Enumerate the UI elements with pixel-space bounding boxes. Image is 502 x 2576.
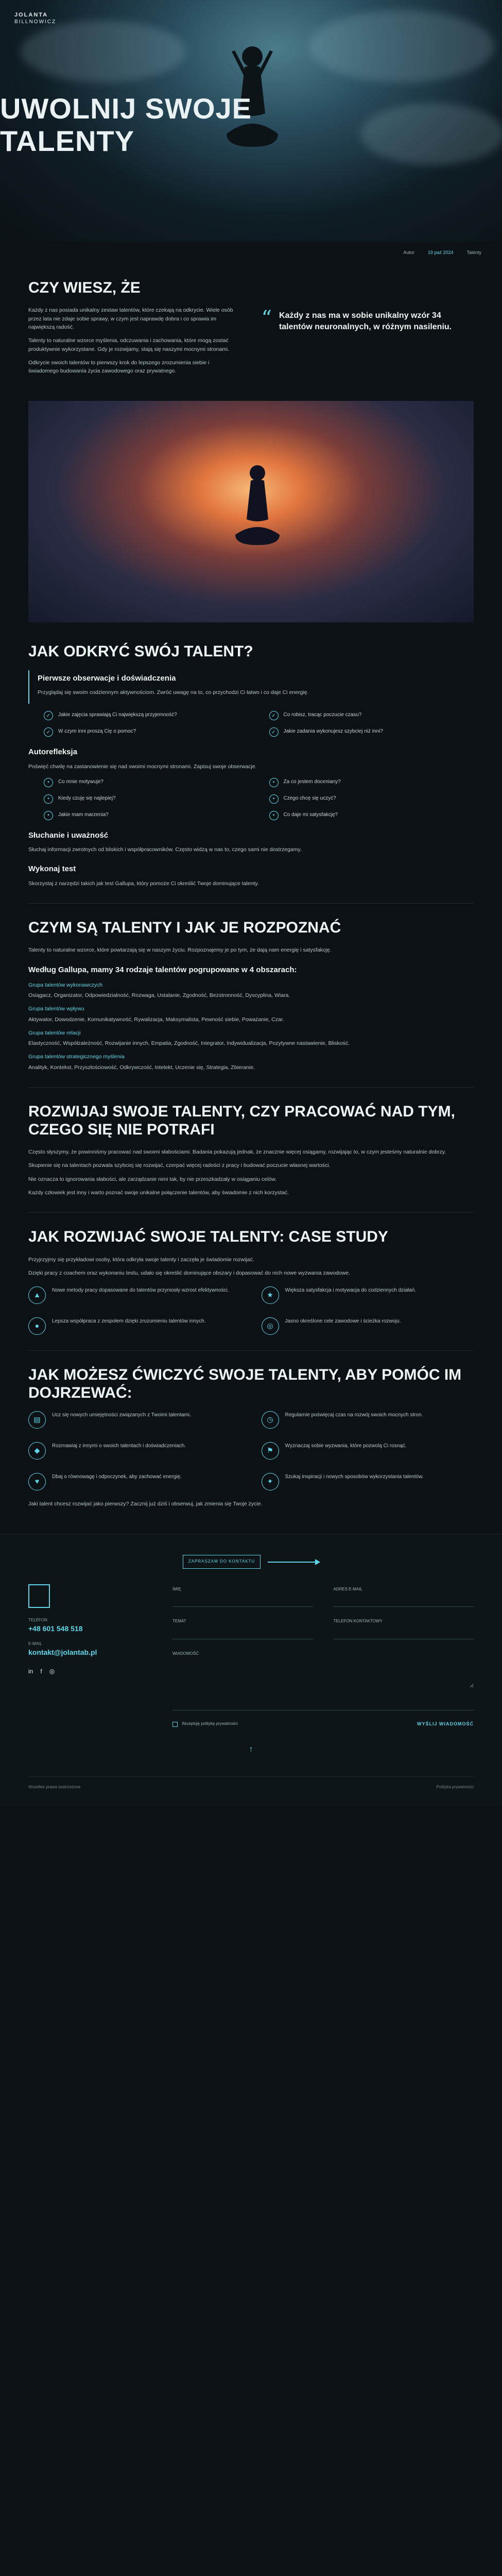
divider bbox=[28, 1087, 474, 1088]
case-card: ★ Większa satysfakcja i motywacja do codziennych działań. bbox=[262, 1286, 474, 1304]
discover-section bbox=[0, 622, 502, 888]
exercise-closing: Jaki talent chcesz rozwijać jako pierwszy? Zacznij już dziś i obserwuj, jak zmienia się Twoje życie. bbox=[28, 1501, 263, 1507]
list-item: • Czego chcę się uczyć? bbox=[269, 794, 474, 804]
divider bbox=[28, 1212, 474, 1213]
flag-icon: ⚑ bbox=[262, 1442, 279, 1460]
phone-label: TELEFON bbox=[28, 1617, 47, 1622]
checkbox-icon[interactable] bbox=[172, 1722, 178, 1727]
divider bbox=[28, 903, 474, 904]
dot-icon: • bbox=[44, 811, 53, 820]
phone-link[interactable]: +48 601 548 518 bbox=[28, 1624, 83, 1633]
develop-section bbox=[0, 1103, 502, 1197]
quote-mark-icon: “ bbox=[261, 306, 272, 330]
chart-icon: ▲ bbox=[28, 1286, 46, 1304]
copyright: Wszelkie prawa zastrzeżone bbox=[28, 1785, 81, 1790]
footer-logo-icon[interactable] bbox=[28, 1584, 50, 1608]
discover-sub4: Wykonaj test bbox=[28, 865, 76, 874]
types-heading: CZYM SĄ TALENTY I JAK JE ROZPOZNAĆ bbox=[28, 919, 341, 936]
facebook-icon[interactable]: f bbox=[40, 1667, 42, 1675]
linkedin-icon[interactable]: in bbox=[28, 1667, 33, 1675]
case-cards bbox=[28, 1286, 474, 1335]
category: Grupa talentów wpływu Aktywator, Dowodzenie, Komunikatywność, Rywalizacja, Maksymalista, Pewność siebie, Poważanie, Czar. bbox=[28, 1006, 284, 1023]
exercise-section bbox=[0, 1366, 502, 1534]
target-icon: ◎ bbox=[262, 1317, 279, 1335]
logo[interactable] bbox=[14, 11, 56, 25]
case-card: ▲ Nowe metody pracy dopasowane do talentów przyniosły wzrost efektywności. bbox=[28, 1286, 241, 1304]
phone-field: TELEFON KONTAKTOWY bbox=[334, 1616, 474, 1639]
exercise-cards bbox=[28, 1411, 474, 1490]
case-heading: JAK ROZWIJAĆ SWOJE TALENTY: CASE STUDY bbox=[28, 1228, 388, 1246]
exercise-card: ⚑ Wyznaczaj sobie wyzwania, które pozwolą Ci rosnąć. bbox=[262, 1442, 474, 1460]
list-item: • Co mnie motywuje? bbox=[44, 778, 249, 787]
list-item: • Za co jestem doceniany? bbox=[269, 778, 474, 787]
subject-field: TEMAT bbox=[172, 1616, 313, 1639]
message-input[interactable] bbox=[172, 1657, 474, 1688]
exercise-card: ◷ Regularnie poświęcaj czas na rozwój swoich mocnych stron. bbox=[262, 1411, 474, 1429]
email-input[interactable] bbox=[334, 1594, 474, 1600]
dot-icon: • bbox=[269, 778, 279, 787]
bulb-icon: ✦ bbox=[262, 1473, 279, 1490]
questions2-list bbox=[28, 778, 474, 820]
check-icon: ✓ bbox=[44, 711, 53, 720]
discover-heading: JAK ODKRYĆ SWÓJ TALENT? bbox=[28, 643, 253, 660]
name-field: IMIĘ bbox=[172, 1584, 313, 1607]
category: Grupa talentów relacji Elastyczność, Współzależność, Rozwijanie innych, Empatia, Zgodność, Integrator, Indywidualizacja, Pozytywne nastawienie, Bliskość. bbox=[28, 1029, 350, 1047]
contact-cta-button[interactable]: ZAPRASZAM DO KONTAKTU bbox=[183, 1555, 261, 1568]
post-date: 19 paź 2024 bbox=[427, 250, 454, 255]
social-links bbox=[28, 1667, 152, 1676]
list-item: ✓ W czym inni proszą Cię o pomoc? bbox=[44, 727, 249, 737]
discover-sub2: Autorefleksja bbox=[28, 748, 78, 757]
list-item: • Jakie mam marzenia? bbox=[44, 811, 249, 820]
dot-icon: • bbox=[269, 794, 279, 804]
footer bbox=[0, 1534, 502, 1806]
category: Grupa talentów strategicznego myślenia Analityk, Kontekst, Przyszłościowość, Odkrywczość, Intelekt, Uczenie się, Strategia, Zbieranie. bbox=[28, 1054, 255, 1071]
intro-p1: Każdy z nas posiada unikalny zestaw talentów, które czekają na odkrycie. Wiele osób przez lata nie zdaje sobie sprawy, w czym jest naprawdę dobra i co sprawia im największą radość. bbox=[28, 307, 233, 330]
quote-text: Każdy z nas ma w sobie unikalny wzór 34 talentów neuronalnych, w różnym nasileniu. bbox=[279, 311, 452, 331]
exercise-card: ♥ Dbaj o równowagę i odpoczynek, aby zachować energię. bbox=[28, 1473, 241, 1490]
case-card: ● Lepsza współpraca z zespołem dzięki zrozumieniu talentów innych. bbox=[28, 1317, 241, 1335]
consent-checkbox[interactable]: Akceptuję politykę prywatności bbox=[172, 1721, 238, 1727]
email-link[interactable]: kontakt@jolantab.pl bbox=[28, 1648, 97, 1657]
meditating-figure-sunset bbox=[229, 457, 286, 561]
people-icon: ● bbox=[28, 1317, 46, 1335]
intro-p2: Talenty to naturalne wzorce myślenia, odczuwania i zachowania, które mogą zostać produktywnie wykorzystane. Gdy je rozwijamy, stają się naszymi mocnymi stronami. bbox=[28, 337, 230, 352]
arrow-right-icon bbox=[268, 1562, 319, 1563]
case-card: ◎ Jasno określone cele zawodowe i ścieżka rozwoju. bbox=[262, 1317, 474, 1335]
post-category[interactable]: Talenty bbox=[466, 250, 481, 255]
types-section bbox=[0, 919, 502, 1072]
exercise-heading: JAK MOŻESZ ĆWICZYĆ SWOJE TALENTY, ABY POMÓC IM DOJRZEWAĆ: bbox=[28, 1366, 462, 1401]
dot-icon: • bbox=[269, 811, 279, 820]
footer-contact bbox=[28, 1584, 152, 1728]
exercise-card: ▤ Ucz się nowych umiejętności związanych z Twoimi talentami. bbox=[28, 1411, 241, 1429]
instagram-icon[interactable]: ◎ bbox=[49, 1667, 55, 1675]
dot-icon: • bbox=[44, 794, 53, 804]
intro-p3: Odkrycie swoich talentów to pierwszy krok do lepszego zrozumienia siebie i świadomego budowania życia zawodowego oraz prywatnego. bbox=[28, 359, 210, 375]
scroll-top-icon[interactable]: ↑ bbox=[249, 1744, 253, 1754]
book-icon: ▤ bbox=[28, 1411, 46, 1429]
list-item: • Kiedy czuję się najlepiej? bbox=[44, 794, 249, 804]
logo-line2: BILLNOWICZ bbox=[14, 19, 57, 25]
footer-cta bbox=[28, 1555, 474, 1568]
category: Grupa talentów wykonawczych Osiągacz, Organizator, Odpowiedzialność, Rozwaga, Ustalanie, Zgodność, Bezstronność, Dyscyplina, Wiara. bbox=[28, 981, 290, 999]
email-label: E-MAIL bbox=[28, 1641, 42, 1646]
develop-p3: Nie oznacza to ignorowania słabości, ale zarządzanie nimi tak, by nie przeszkadzały w osiąganiu celów. bbox=[28, 1176, 277, 1182]
chat-icon: ◆ bbox=[28, 1442, 46, 1460]
send-button[interactable]: WYŚLIJ WIADOMOŚĆ bbox=[417, 1721, 474, 1726]
intro-quote bbox=[262, 279, 474, 380]
types-sub: Według Gallupa, mamy 34 rodzaje talentów pogrupowane w 4 obszarach: bbox=[28, 965, 297, 974]
questions-list bbox=[28, 711, 474, 737]
develop-p2: Skupienie się na talentach pozwala szybciej się rozwijać, czerpać więcej radości z pracy i budować poczucie własnej wartości. bbox=[28, 1162, 331, 1169]
star-icon: ★ bbox=[262, 1286, 279, 1304]
cloud bbox=[309, 10, 494, 82]
exercise-card: ◆ Rozmawiaj z innymi o swoich talentach i doświadczeniach. bbox=[28, 1442, 241, 1460]
discover-p1: Przyglądaj się swoim codziennym aktywnościom. Zwróć uwagę na to, co przychodzi Ci łatwo i co daje Ci energię. bbox=[38, 689, 309, 696]
types-p1: Talenty to naturalne wzorce, które powtarzają się w naszym życiu. Rozpoznajemy je po tym, że dają nam energię i satysfakcję. bbox=[28, 947, 332, 954]
sunset-photo bbox=[28, 401, 474, 622]
check-icon: ✓ bbox=[269, 727, 279, 737]
intro-section bbox=[0, 264, 502, 380]
check-icon: ✓ bbox=[44, 727, 53, 737]
intro-heading: CZY WIESZ, ŻE bbox=[28, 279, 141, 296]
cloud bbox=[21, 21, 185, 82]
contact-form bbox=[172, 1584, 474, 1710]
discover-p2: Poświęć chwilę na zastanowienie się nad swoimi mocnymi stronami. Zapisuj swoje obserwacje. bbox=[28, 763, 257, 770]
discover-sub1: Pierwsze obserwacje i doświadczenia bbox=[38, 673, 176, 683]
develop-heading: ROZWIJAJ SWOJE TALENTY, CZY PRACOWAĆ NAD TYM, CZEGO SIĘ NIE POTRAFI bbox=[28, 1103, 455, 1138]
list-item: ✓ Jakie zadania wykonujesz szybciej niż inni? bbox=[269, 727, 474, 737]
heart-icon: ♥ bbox=[28, 1473, 46, 1490]
logo-line1: JOLANTA bbox=[14, 12, 48, 18]
message-field: WIADOMOŚĆ bbox=[172, 1649, 474, 1710]
develop-p4: Każdy człowiek jest inny i warto poznać swoje unikalne połączenie talentów, aby świadomie z nich korzystać. bbox=[28, 1189, 289, 1196]
cloud bbox=[360, 103, 502, 165]
hero-title bbox=[0, 93, 252, 157]
list-item: ✓ Co robisz, tracąc poczucie czasu? bbox=[269, 711, 474, 720]
name-input[interactable] bbox=[172, 1594, 313, 1600]
post-author[interactable]: Autor bbox=[403, 250, 414, 255]
develop-p1: Często słyszymy, że powinniśmy pracować nad swoimi słabościami. Badania pokazują jednak, że znacznie więcej osiągamy, rozwijając to, w czym jesteśmy naturalnie dobrzy. bbox=[28, 1149, 446, 1155]
divider bbox=[28, 1350, 474, 1351]
discover-p3: Słuchaj informacji zwrotnych od bliskich i współpracowników. Często widzą w nas to, czego sami nie dostrzegamy. bbox=[28, 846, 302, 853]
exercise-card: ✦ Szukaj inspiracji i nowych sposobów wykorzystania talentów. bbox=[262, 1473, 474, 1490]
phone-input[interactable] bbox=[334, 1626, 474, 1632]
case-section bbox=[0, 1228, 502, 1335]
discover-p4: Skorzystaj z narzędzi takich jak test Gallupa, który pomoże Ci określić Twoje dominujące talenty. bbox=[28, 880, 259, 887]
footer-bottom bbox=[28, 1776, 474, 1790]
list-item: ✓ Jakie zajęcia sprawiają Ci największą przyjemność? bbox=[44, 711, 249, 720]
list-item: • Co daje mi satysfakcję? bbox=[269, 811, 474, 820]
email-field: ADRES E-MAIL bbox=[334, 1584, 474, 1607]
hero bbox=[0, 0, 502, 242]
hero-title-line1: UWOLNIJ SWOJE bbox=[0, 92, 252, 125]
case-p1: Przyjrzyjmy się przykładowi osoby, która odkryła swoje talenty i zaczęła je świadomie rozwijać. bbox=[28, 1256, 254, 1263]
subject-input[interactable] bbox=[172, 1626, 313, 1632]
check-icon: ✓ bbox=[269, 711, 279, 720]
clock-icon: ◷ bbox=[262, 1411, 279, 1429]
post-meta bbox=[0, 242, 502, 264]
discover-sub3: Słuchanie i uważność bbox=[28, 831, 109, 840]
privacy-link[interactable]: Polityka prywatności bbox=[436, 1785, 474, 1790]
case-p2: Dzięki pracy z coachem oraz wykonaniu testu, udało się określić dominujące obszary i dopasować do nich nowe wyzwania zawodowe. bbox=[28, 1269, 351, 1276]
dot-icon: • bbox=[44, 778, 53, 787]
hero-title-line2: TALENTY bbox=[0, 124, 135, 157]
